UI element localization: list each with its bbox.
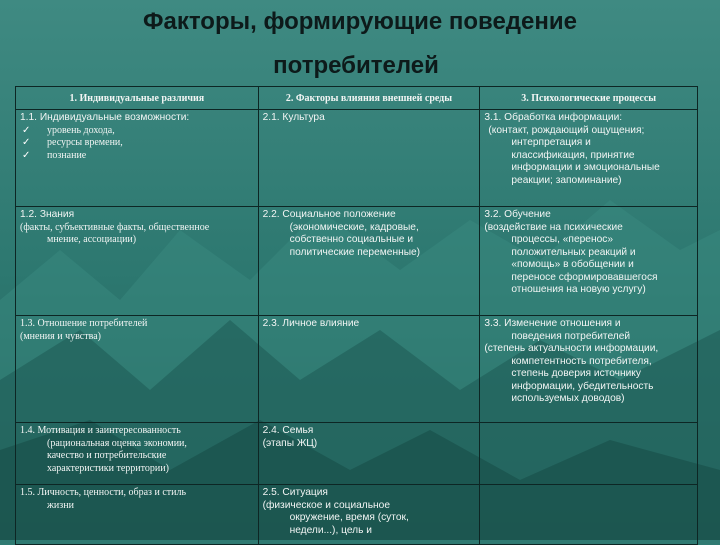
cell-line: степень доверия источнику bbox=[511, 368, 641, 379]
cell-heading: 3.2. Обучение bbox=[484, 209, 551, 220]
cell-heading: 1.4. Мотивация и заинтересованность bbox=[20, 425, 181, 436]
cell-heading: 2.4. Семья bbox=[262, 425, 314, 436]
cell-line: (физическое и социальное bbox=[262, 499, 391, 511]
cell-heading: 2.1. Культура bbox=[262, 112, 325, 123]
cell-line: собственно социальные и bbox=[289, 234, 414, 245]
table-row bbox=[16, 423, 698, 485]
cell-line: переносе сформировавшегося bbox=[511, 271, 658, 283]
cell-line: информации и эмоциональные bbox=[511, 162, 660, 173]
cell-line: (мнения и чувства) bbox=[20, 330, 101, 342]
cell-line: информации, убедительность bbox=[511, 380, 654, 392]
cell-1-2 bbox=[258, 110, 480, 207]
header-individual-differences: 1. Индивидуальные различия bbox=[16, 87, 259, 110]
cell-line: (экономические, кадровые, bbox=[289, 221, 419, 233]
cell-line: качество и потребительские bbox=[47, 450, 167, 461]
factors-table bbox=[15, 86, 698, 545]
cell-line: (этапы ЖЦ) bbox=[262, 437, 318, 449]
list-item: ✓ ресурсы времени, bbox=[22, 137, 123, 148]
table-row bbox=[16, 207, 698, 316]
cell-line: жизни bbox=[47, 499, 74, 511]
cell-heading: 2.3. Личное влияние bbox=[262, 318, 360, 329]
cell-line: поведения потребителей bbox=[511, 330, 631, 342]
checkmark-icon: ✓ bbox=[22, 124, 31, 136]
cell-heading: 1.3. Отношение потребителей bbox=[20, 318, 148, 329]
cell-heading: 3.3. Изменение отношения и bbox=[484, 318, 621, 329]
cell-line: реакции; запоминание) bbox=[511, 174, 622, 186]
cell-line: мнение, ассоциации) bbox=[47, 234, 137, 245]
header-psychological-processes: 3. Психологические процессы bbox=[480, 87, 698, 110]
cell-line: «помощь» в обобщении и bbox=[511, 259, 634, 270]
table-header-row bbox=[16, 87, 698, 110]
cell-heading: 1.5. Личность, ценности, образ и стиль bbox=[20, 487, 187, 498]
cell-line: положительных реакций и bbox=[511, 246, 636, 258]
cell-heading: 1.1. Индивидуальные возможности: bbox=[20, 112, 190, 123]
cell-line: (контакт, рождающий ощущения; bbox=[488, 124, 645, 136]
list-item: ✓ уровень дохода, bbox=[22, 124, 115, 136]
table-row bbox=[16, 110, 698, 207]
page-title-line1: Факторы, формирующие поведение bbox=[143, 8, 577, 35]
cell-5-1 bbox=[16, 485, 259, 545]
cell-5-3 bbox=[480, 485, 698, 545]
checkmark-icon: ✓ bbox=[22, 149, 31, 161]
header-external-factors: 2. Факторы влияния внешней среды bbox=[258, 87, 480, 110]
cell-line: отношения на новую услугу) bbox=[511, 284, 646, 295]
cell-5-2 bbox=[258, 485, 480, 545]
cell-line: классификация, принятие bbox=[511, 149, 635, 161]
cell-2-2 bbox=[258, 207, 480, 316]
cell-line: (рациональная оценка экономии, bbox=[47, 437, 187, 449]
cell-line: характеристики территории) bbox=[47, 462, 169, 474]
cell-heading: 1.2. Знания bbox=[20, 209, 75, 220]
cell-1-3 bbox=[480, 110, 698, 207]
cell-line: (степень актуальности информации, bbox=[484, 343, 659, 354]
cell-line: компетентность потребителя, bbox=[511, 355, 652, 367]
cell-heading: 3.1. Обработка информации: bbox=[484, 112, 623, 123]
cell-4-3 bbox=[480, 423, 698, 485]
cell-3-3 bbox=[480, 316, 698, 423]
cell-2-3 bbox=[480, 207, 698, 316]
cell-line: (воздействие на психические bbox=[484, 221, 623, 233]
cell-line: интерпретация и bbox=[511, 137, 591, 148]
list-item: ✓ познание bbox=[22, 149, 87, 161]
cell-line: используемых доводов) bbox=[511, 393, 625, 404]
cell-line: (факты, субъективные факты, общественное bbox=[20, 221, 210, 233]
cell-line: процессы, «перенос» bbox=[511, 234, 613, 245]
cell-2-1 bbox=[16, 207, 259, 316]
check-list bbox=[20, 125, 254, 163]
checkmark-icon: ✓ bbox=[22, 137, 31, 148]
page-title-line2: потребителей bbox=[273, 52, 439, 79]
cell-3-1 bbox=[16, 316, 259, 423]
cell-heading: 2.5. Ситуация bbox=[262, 487, 328, 498]
cell-line: политические переменные) bbox=[289, 246, 421, 258]
table-row bbox=[16, 485, 698, 545]
cell-heading: 2.2. Социальное положение bbox=[262, 209, 396, 220]
cell-line: окружение, время (суток, bbox=[289, 512, 409, 523]
table-row bbox=[16, 316, 698, 423]
cell-4-1 bbox=[16, 423, 259, 485]
cell-line: недели...), цель и bbox=[289, 524, 372, 536]
cell-1-1 bbox=[16, 110, 259, 207]
cell-4-2 bbox=[258, 423, 480, 485]
cell-3-2 bbox=[258, 316, 480, 423]
